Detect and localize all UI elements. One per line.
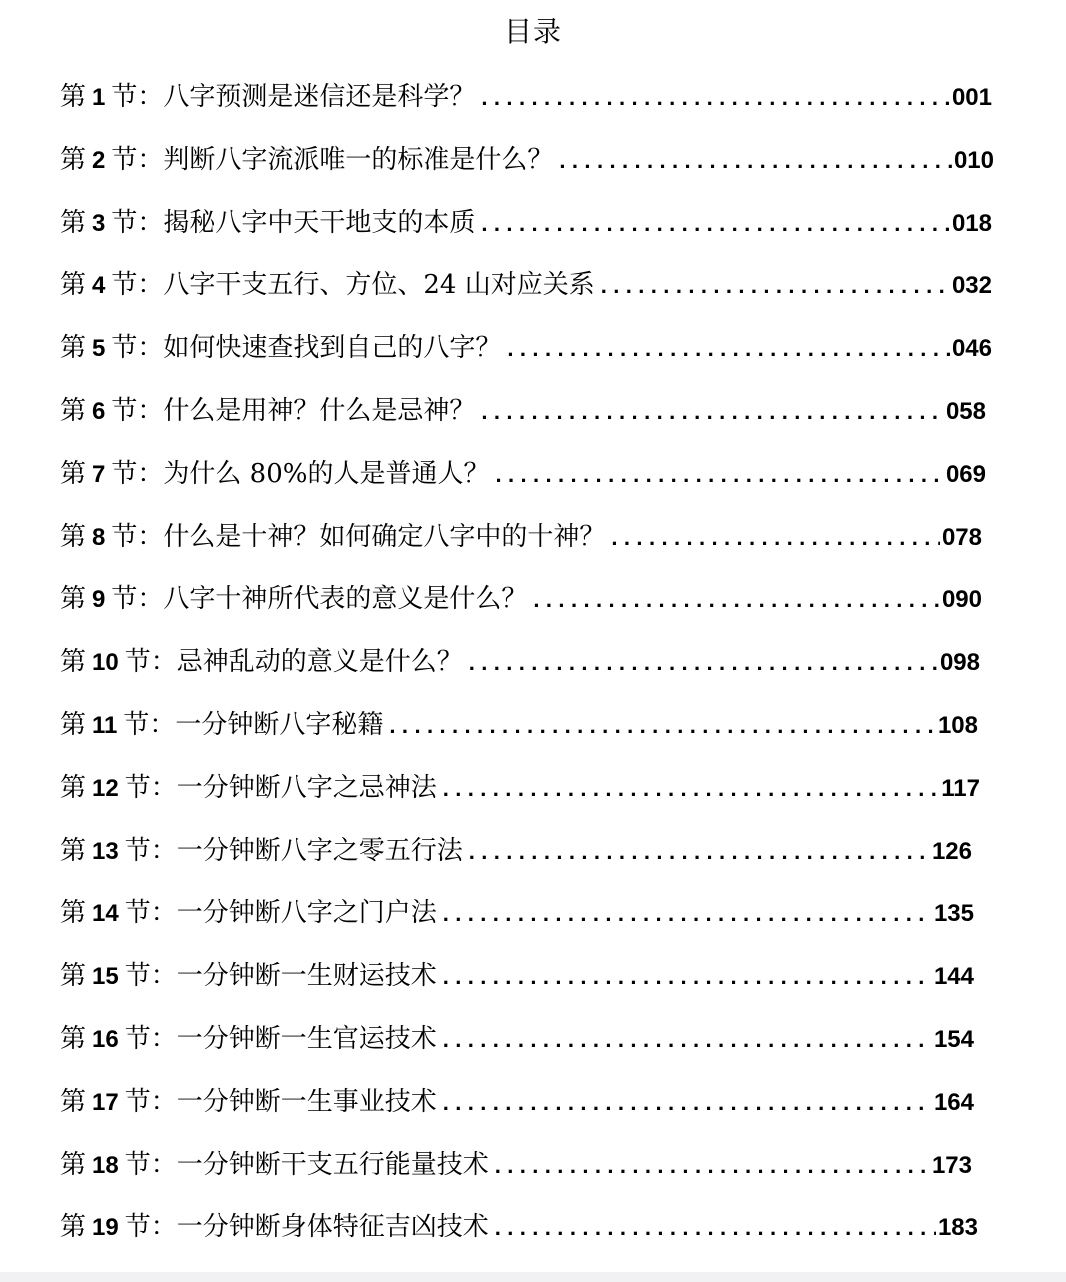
toc-entry-number: 18 (92, 1151, 119, 1179)
toc-entry-suffix: 节： (123, 709, 176, 740)
toc-entry-suffix: 节： (124, 1086, 177, 1117)
toc-entry-page-number: 117 (941, 774, 980, 802)
toc-dot-leader (495, 450, 944, 500)
toc-entry-prefix: 第 (60, 961, 87, 992)
toc-entry-prefix: 第 (60, 772, 87, 803)
toc-entry[interactable] (60, 763, 980, 826)
toc-entry-suffix: 节： (111, 395, 164, 426)
toc-entry-prefix: 第 (60, 458, 87, 489)
toc-entry-number: 13 (92, 837, 119, 865)
toc-entry[interactable] (60, 951, 974, 1014)
toc-entry-number: 15 (92, 963, 119, 991)
toc-entry-suffix: 节： (111, 521, 164, 552)
toc-entry-suffix: 节： (124, 1212, 177, 1243)
toc-entry-number: 1 (92, 84, 106, 111)
toc-dot-leader (469, 827, 930, 877)
toc-entry[interactable] (60, 574, 982, 637)
toc-entry-suffix: 节： (124, 835, 177, 866)
toc-entry-page-number: 135 (933, 900, 974, 928)
toc-entry-title: 一分钟断一生财运技术 (176, 961, 437, 992)
toc-entry-number: 2 (92, 146, 106, 174)
toc-entry-title: 一分钟断八字之门户法 (176, 898, 437, 929)
toc-entry-prefix: 第 (60, 709, 87, 740)
toc-title: 目录 (503, 15, 562, 48)
toc-entry-prefix: 第 (60, 82, 87, 112)
toc-entry-prefix: 第 (60, 207, 87, 238)
toc-dot-leader (481, 73, 950, 123)
toc-dot-leader (443, 1015, 932, 1065)
toc-entry-prefix: 第 (60, 333, 87, 364)
toc-entry[interactable] (60, 72, 992, 135)
toc-entry-page-number: 058 (945, 397, 986, 425)
toc-entry-title: 一分钟断一生官运技术 (176, 1023, 437, 1054)
toc-entry-title: 什么是十神？如何确定八字中的十神？ (163, 521, 606, 552)
toc-entry-page-number: 154 (933, 1025, 974, 1053)
toc-dot-leader (469, 638, 938, 688)
toc-entry-suffix: 节： (111, 144, 164, 175)
toc-dot-leader (495, 1203, 936, 1253)
toc-dot-leader (481, 199, 950, 249)
toc-entry-number: 3 (92, 209, 106, 237)
toc-entry-suffix: 节： (124, 961, 177, 992)
toc-entry-suffix: 节： (124, 1023, 177, 1054)
toc-entry-title: 一分钟断一生事业技术 (176, 1086, 437, 1117)
toc-entry-number: 5 (92, 335, 106, 363)
toc-entry-suffix: 节： (124, 772, 177, 803)
toc-entry-prefix: 第 (60, 1086, 87, 1117)
toc-entry-suffix: 节： (111, 584, 164, 615)
toc-entry[interactable] (60, 323, 992, 386)
toc-entry-number: 9 (92, 586, 106, 614)
toc-entry-suffix: 节： (111, 458, 164, 489)
toc-entry-title: 八字十神所代表的意义是什么？ (163, 584, 528, 615)
toc-entry-page-number: 046 (951, 335, 992, 363)
toc-entry-title: 什么是用神？什么是忌神？ (163, 395, 476, 426)
toc-entry-title: 判断八字流派唯一的标准是什么？ (163, 144, 554, 175)
toc-entry-page-number: 098 (939, 649, 980, 677)
toc-entry[interactable] (60, 386, 986, 449)
toc-entry-suffix: 节： (111, 207, 164, 238)
toc-entry-title: 八字预测是迷信还是科学？ (163, 82, 476, 112)
toc-dot-leader (559, 136, 952, 186)
toc-entry[interactable] (60, 1202, 978, 1265)
toc-dot-leader (533, 575, 940, 625)
toc-entry-page-number: 032 (951, 272, 992, 300)
toc-entry-prefix: 第 (60, 898, 87, 929)
toc-entry-title: 一分钟断八字之忌神法 (176, 772, 437, 803)
toc-entry-prefix: 第 (60, 1212, 87, 1243)
toc-entry-number: 14 (92, 900, 119, 928)
toc-dot-leader (601, 261, 950, 311)
toc-entry-title: 如何快速查找到自己的八字？ (163, 333, 502, 364)
toc-entry-page-number: 183 (937, 1214, 978, 1242)
toc-entry-number: 16 (92, 1025, 119, 1053)
toc-entry-title: 一分钟断干支五行能量技术 (176, 1149, 489, 1180)
toc-entry[interactable] (60, 260, 992, 323)
toc-entry[interactable] (60, 888, 974, 951)
toc-entry-prefix: 第 (60, 835, 87, 866)
toc-entry-page-number: 173 (931, 1151, 972, 1179)
toc-entry-number: 17 (92, 1088, 119, 1116)
toc-entry[interactable] (60, 1077, 974, 1140)
toc-entry-page-number: 090 (941, 586, 982, 614)
toc-dot-leader (443, 1078, 932, 1128)
toc-entry-number: 8 (92, 523, 106, 551)
toc-entry-page-number: 126 (931, 837, 972, 865)
toc-entry-page-number: 164 (933, 1088, 974, 1116)
toc-entry-number: 4 (92, 272, 106, 300)
toc-entry-prefix: 第 (60, 521, 87, 552)
toc-entry[interactable] (60, 198, 992, 261)
toc-dot-leader (443, 889, 932, 939)
toc-entry-title: 一分钟断八字秘籍 (175, 709, 384, 740)
toc-entry-number: 7 (92, 460, 106, 488)
toc-entry[interactable] (60, 637, 980, 700)
toc-dot-leader (495, 1141, 930, 1191)
toc-entry-page-number: 010 (953, 146, 994, 174)
toc-entry[interactable] (60, 135, 994, 198)
toc-entry-number: 19 (92, 1214, 119, 1242)
toc-entry-suffix: 节： (111, 82, 164, 112)
toc-entry[interactable] (60, 1140, 972, 1203)
toc-entry-prefix: 第 (60, 395, 87, 426)
toc-entry[interactable] (60, 826, 972, 889)
toc-entry-title: 一分钟断八字之零五行法 (176, 835, 463, 866)
toc-entry-page-number: 069 (945, 460, 986, 488)
toc-entry-prefix: 第 (60, 1149, 87, 1180)
toc-entry-page-number: 001 (951, 84, 992, 111)
toc-entry[interactable] (60, 700, 978, 763)
toc-dot-leader (611, 513, 940, 563)
toc-entry-title: 揭秘八字中天干地支的本质 (163, 207, 476, 238)
toc-dot-leader (389, 701, 936, 751)
page-bottom-edge (0, 1272, 1066, 1282)
toc-entry-number: 11 (92, 711, 118, 739)
toc-entry-page-number: 144 (933, 963, 974, 991)
toc-entry-page-number: 108 (937, 711, 978, 739)
toc-entry-prefix: 第 (60, 647, 87, 678)
toc-dot-leader (481, 387, 944, 437)
toc-entry-page-number: 018 (951, 209, 992, 237)
toc-entry[interactable] (60, 449, 986, 512)
toc-entry[interactable] (60, 512, 982, 575)
toc-entry-suffix: 节： (124, 647, 177, 678)
toc-entry-prefix: 第 (60, 1023, 87, 1054)
toc-entry[interactable] (60, 1014, 974, 1077)
toc-entry-title: 八字干支五行、方位、24 山对应关系 (163, 270, 595, 301)
toc-entry-prefix: 第 (60, 144, 87, 175)
toc-entry-page-number: 078 (941, 523, 982, 551)
toc-dot-leader (443, 952, 932, 1002)
toc-entry-title: 一分钟断身体特征吉凶技术 (176, 1212, 489, 1243)
toc-entry-prefix: 第 (60, 584, 87, 615)
toc-entry-suffix: 节： (111, 270, 164, 301)
toc-list (60, 72, 994, 1265)
toc-entry-number: 6 (92, 397, 106, 425)
toc-entry-title: 为什么 80%的人是普通人？ (163, 458, 490, 489)
toc-entry-suffix: 节： (111, 333, 164, 364)
toc-entry-title: 忌神乱动的意义是什么？ (176, 647, 463, 678)
toc-entry-number: 10 (92, 649, 119, 677)
toc-entry-suffix: 节： (124, 1149, 177, 1180)
toc-dot-leader (443, 764, 940, 814)
toc-entry-number: 12 (92, 774, 119, 802)
toc-entry-prefix: 第 (60, 270, 87, 301)
toc-dot-leader (507, 324, 950, 374)
toc-entry-suffix: 节： (124, 898, 177, 929)
